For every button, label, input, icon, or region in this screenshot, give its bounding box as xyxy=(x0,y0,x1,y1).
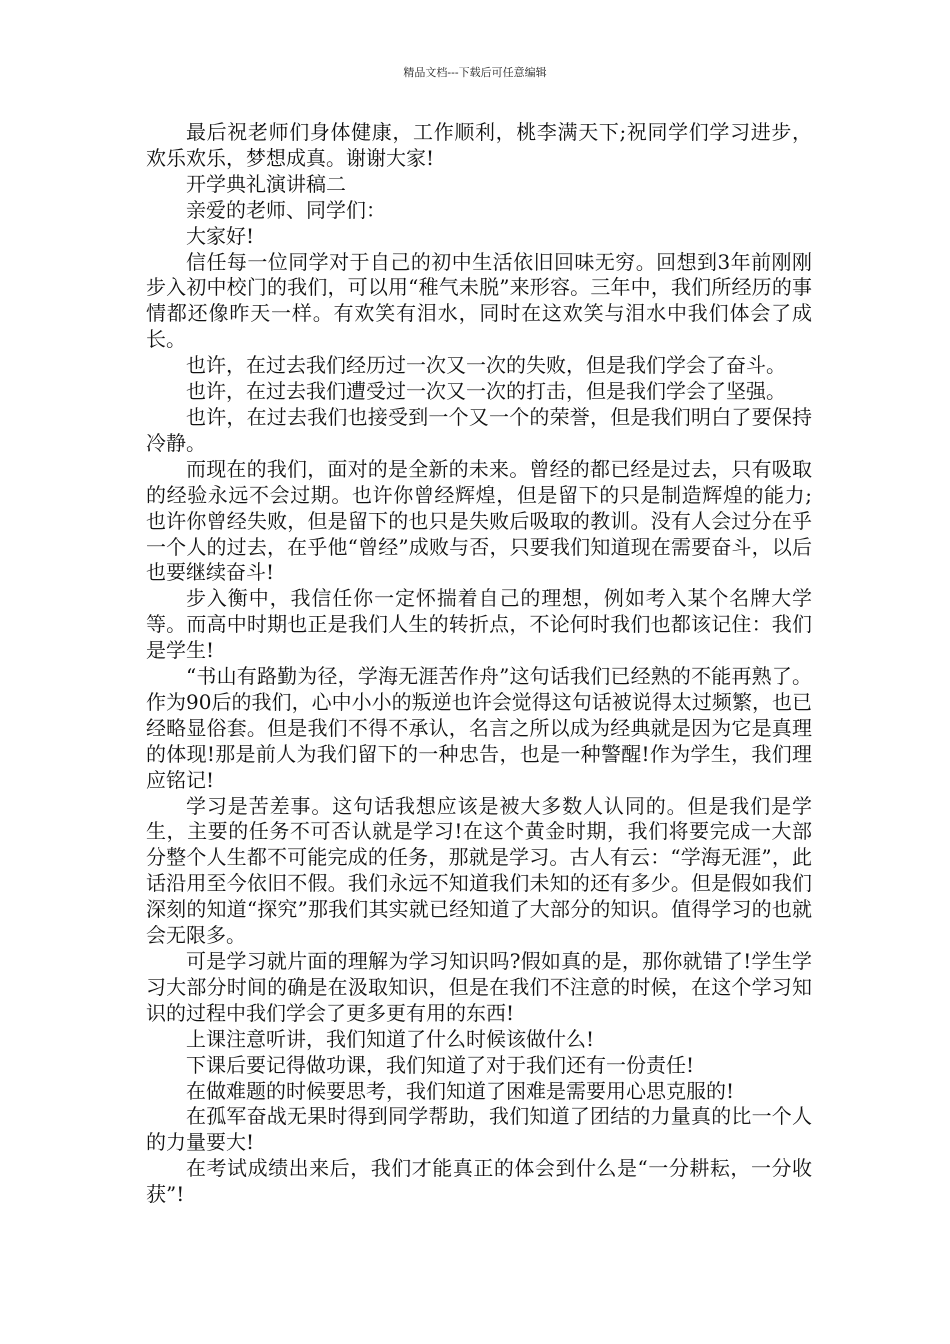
paragraph: 也许，在过去我们也接受到一个又一个的荣誉，但是我们明白了要保持冷静。 xyxy=(146,404,812,455)
paragraph: 在考试成绩出来后，我们才能真正的体会到什么是“一分耕耘，一分收获”! xyxy=(146,1156,812,1207)
section-title: 开学典礼演讲稿二 xyxy=(186,171,346,196)
paragraph: 在孤军奋战无果时得到同学帮助，我们知道了团结的力量真的比一个人的力量要大! xyxy=(146,1104,812,1155)
salutation: 亲爱的老师、同学们： xyxy=(186,197,386,222)
page-header: 精品文档---下载后可任意编辑 xyxy=(403,66,547,79)
document-body xyxy=(146,120,812,1208)
paragraph: 学习是苦差事。这句话我想应该是被大多数人认同的。但是我们是学生，主要的任务不可否认就是学习!在这个黄金时期，我们将要完成一大部分整个人生都不可能完成的任务，那就是学习。古人有云：“学海无涯”，此话沿用至今依旧不假。我们永远不知道我们未知的还有多少。但是假如我们深刻的知道“探究”那我们其实就已经知道了大部分的知识。值得学习的也就会无限多。 xyxy=(146,793,812,948)
paragraph: “书山有路勤为径，学海无涯苦作舟”这句话我们已经熟的不能再熟了。作为90后的我们，心中小小的叛逆也许会觉得这句话被说得太过频繁，也已经略显俗套。但是我们不得不承认，名言之所以成为经典就是因为它是真理的体现!那是前人为我们留下的一种忠告，也是一种警醒!作为学生，我们理应铭记! xyxy=(146,664,812,792)
paragraph: 也许，在过去我们经历过一次又一次的失败，但是我们学会了奋斗。 xyxy=(186,353,786,378)
paragraph: 在做难题的时候要思考，我们知道了困难是需要用心思克服的! xyxy=(186,1078,735,1103)
paragraph: 也许，在过去我们遭受过一次又一次的打击，但是我们学会了坚强。 xyxy=(186,379,786,404)
paragraph: 步入衡中，我信任你一定怀揣着自己的理想，例如考入某个名牌大学等。而高中时期也正是我们人生的转折点，不论何时我们也都该记住：我们是学生! xyxy=(146,586,812,663)
greeting: 大家好! xyxy=(186,223,255,248)
paragraph-closing-wishes: 最后祝老师们身体健康，工作顺利，桃李满天下;祝同学们学习进步，欢乐欢乐，梦想成真。谢谢大家! xyxy=(146,120,812,170)
paragraph: 而现在的我们，面对的是全新的未来。曾经的都已经是过去，只有吸取的经验永远不会过期。也许你曾经辉煌，但是留下的只是制造辉煌的能力;也许你曾经失败，但是留下的也只是失败后吸取的教训。没有人会过分在乎一个人的过去，在乎他“曾经”成败与否，只要我们知道现在需要奋斗，以后也要继续奋斗! xyxy=(146,456,812,585)
paragraph: 上课注意听讲，我们知道了什么时候该做什么! xyxy=(186,1026,595,1051)
paragraph: 可是学习就片面的理解为学习知识吗?假如真的是，那你就错了!学生学习大部分时间的确是在汲取知识，但是在我们不注意的时候，在这个学习知识的过程中我们学会了更多更有用的东西! xyxy=(146,949,812,1025)
paragraph: 信任每一位同学对于自己的初中生活依旧回味无穷。回想到3年前刚刚步入初中校门的我们，可以用“稚气未脱”来形容。三年中，我们所经历的事情都还像昨天一样。有欢笑有泪水，同时在这欢笑与泪水中我们体会了成长。 xyxy=(146,249,812,352)
paragraph: 下课后要记得做功课，我们知道了对于我们还有一份责任! xyxy=(186,1052,695,1077)
